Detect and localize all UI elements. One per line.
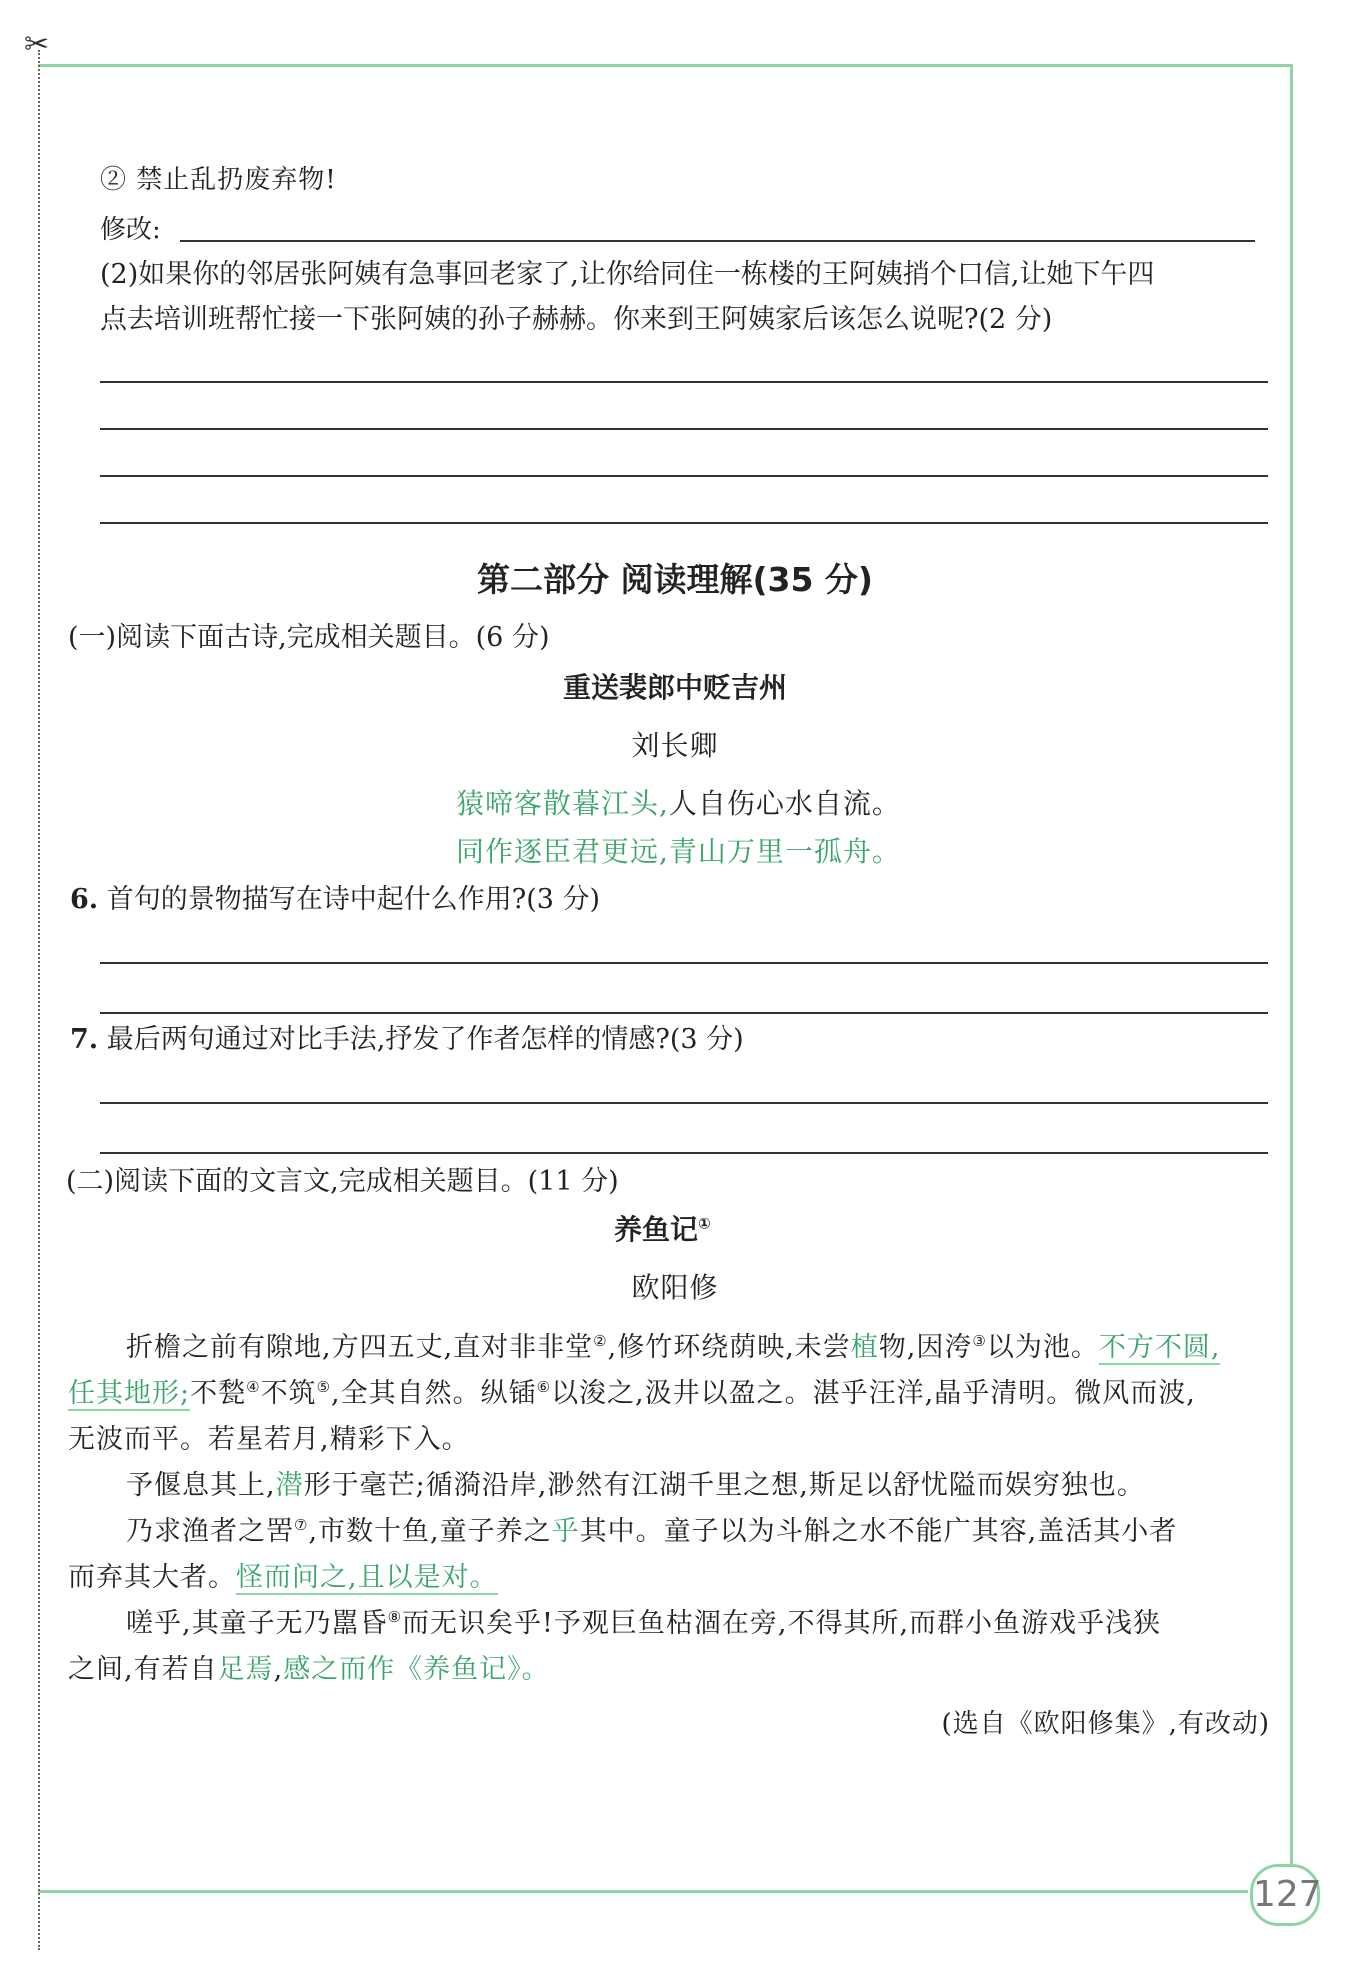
- q2-line-1: (2)如果你的邻居张阿姨有急事回老家了,让你给同住一栋楼的王阿姨捎个口信,让她下午四: [100, 259, 1155, 290]
- p3-text: 其中。童子以为斗斛之水不能广其容,盖活其小者: [579, 1516, 1178, 1547]
- frame-top-border: [38, 64, 856, 67]
- frame-top-border: [856, 64, 1292, 67]
- answer-line[interactable]: [100, 1152, 1268, 1154]
- p1-text: ,全其自然。纵锸: [331, 1378, 537, 1409]
- poem-line-1-rest: 人自伤心水自流。: [668, 787, 901, 820]
- q7: [70, 1020, 744, 1060]
- p1-highlight: 植: [850, 1332, 879, 1363]
- poem-title: 重送裴郎中贬吉州: [562, 671, 787, 704]
- answer-line[interactable]: [100, 428, 1268, 430]
- page-number: 127: [1250, 1864, 1320, 1926]
- p1-text: 以浚之,汲井以盈之。湛乎汪洋,晶乎清明。微风而波,: [551, 1378, 1196, 1409]
- q6: [70, 880, 600, 920]
- cut-line: [38, 50, 40, 1950]
- note-7: ⑦: [294, 1516, 309, 1534]
- note-5: ⑤: [316, 1378, 332, 1396]
- p4-text: 嗟乎,其童子无乃嚚昏: [126, 1608, 388, 1639]
- p3-text: 而弃其大者。: [68, 1562, 236, 1593]
- frame-right-border: [1290, 64, 1293, 1872]
- p3-line-2: [68, 1558, 498, 1598]
- poem-author: 刘长卿: [631, 729, 719, 762]
- note-3: ③: [972, 1332, 987, 1350]
- answer-line[interactable]: [100, 522, 1268, 524]
- p1-underline: 任其地形;: [68, 1378, 191, 1409]
- p3-line-1: [126, 1512, 1177, 1552]
- note-2: ②: [593, 1332, 608, 1350]
- answer-line[interactable]: [100, 475, 1268, 477]
- p4-text: ,: [273, 1654, 284, 1685]
- part2-title: 第二部分 阅读理解(35 分): [476, 560, 874, 599]
- revise-label: 修改:: [100, 215, 161, 245]
- sec1-intro: (一)阅读下面古诗,完成相关题目。(6 分): [68, 622, 550, 653]
- p2-text: 予偃息其上,: [126, 1470, 276, 1501]
- q2-line-2: 点去培训班帮忙接一下张阿姨的孙子赫赫。你来到王阿姨家后该怎么说呢?(2 分): [100, 304, 1053, 335]
- note-8: ⑧: [387, 1608, 403, 1626]
- q6-number: 6.: [70, 884, 99, 915]
- p2-highlight: 潜: [275, 1470, 304, 1501]
- p1-line-1: [126, 1328, 1220, 1368]
- poem-line-2: 同作逐臣君更远,青山万里一孤舟。: [456, 835, 901, 868]
- p3-text: 乃求渔者之罟: [126, 1516, 294, 1547]
- q6-text: 首句的景物描写在诗中起什么作用?(3 分): [106, 884, 601, 915]
- p4-highlight: 感之而作《养鱼记》。: [283, 1654, 550, 1685]
- q7-number: 7.: [70, 1024, 99, 1055]
- p2-text: 形于毫芒;循漪沿岸,渺然有江湖千里之想,斯足以舒忧隘而娱穷独也。: [303, 1470, 1145, 1501]
- answer-line[interactable]: [100, 381, 1268, 383]
- poem-line-1-green: 猿啼客散暮江头,: [456, 787, 669, 820]
- frame-bottom-border: [38, 1890, 1248, 1893]
- p2-line-1: [126, 1466, 1145, 1506]
- p4-line-1: [126, 1604, 1161, 1644]
- p3-highlight: 乎: [551, 1516, 580, 1547]
- answer-line[interactable]: [100, 962, 1268, 964]
- p1-text: 物,因洿: [878, 1332, 973, 1363]
- scissors-icon: ✂: [24, 27, 50, 62]
- p1-text: 折檐之前有隙地,方四五丈,直对非非堂: [126, 1332, 594, 1363]
- sec2-intro: (二)阅读下面的文言文,完成相关题目。(11 分): [66, 1166, 619, 1197]
- q1-item-2: ② 禁止乱扔废弃物!: [100, 165, 337, 195]
- p3-text: ,市数十鱼,童子养之: [308, 1516, 552, 1547]
- p4-line-2: [68, 1650, 550, 1690]
- note-4: ④: [246, 1378, 261, 1396]
- p1-line-3: 无波而平。若星若月,精彩下入。: [68, 1424, 470, 1455]
- note-6: ⑥: [536, 1378, 552, 1396]
- p1-text: 不筑: [260, 1378, 317, 1409]
- p1-underline: 不方不圆,: [1098, 1332, 1221, 1363]
- essay-title-note: ①: [698, 1214, 711, 1233]
- essay-author: 欧阳修: [631, 1271, 719, 1304]
- q7-text: 最后两句通过对比手法,抒发了作者怎样的情感?(3 分): [106, 1024, 744, 1055]
- p4-highlight: 足焉: [217, 1654, 274, 1685]
- essay-title: [614, 1210, 711, 1250]
- essay-source: (选自《欧阳修集》,有改动): [941, 1709, 1270, 1739]
- answer-line[interactable]: [100, 1102, 1268, 1104]
- p1-line-2: [68, 1374, 1196, 1414]
- p1-text: 不甃: [190, 1378, 247, 1409]
- p1-text: 以为池。: [986, 1332, 1099, 1363]
- p4-text: 之间,有若自: [68, 1654, 218, 1685]
- p1-text: ,修竹环绕荫映,未尝: [607, 1332, 851, 1363]
- p3-underline: 怪而问之,且以是对。: [236, 1562, 498, 1593]
- essay-title-text: 养鱼记: [614, 1213, 699, 1246]
- poem-line-1: [456, 784, 901, 824]
- answer-line[interactable]: [100, 1012, 1268, 1014]
- p4-text: 而无识矣乎!予观巨鱼枯涸在旁,不得其所,而群小鱼游戏乎浅狭: [402, 1608, 1162, 1639]
- answer-line[interactable]: [180, 240, 1255, 242]
